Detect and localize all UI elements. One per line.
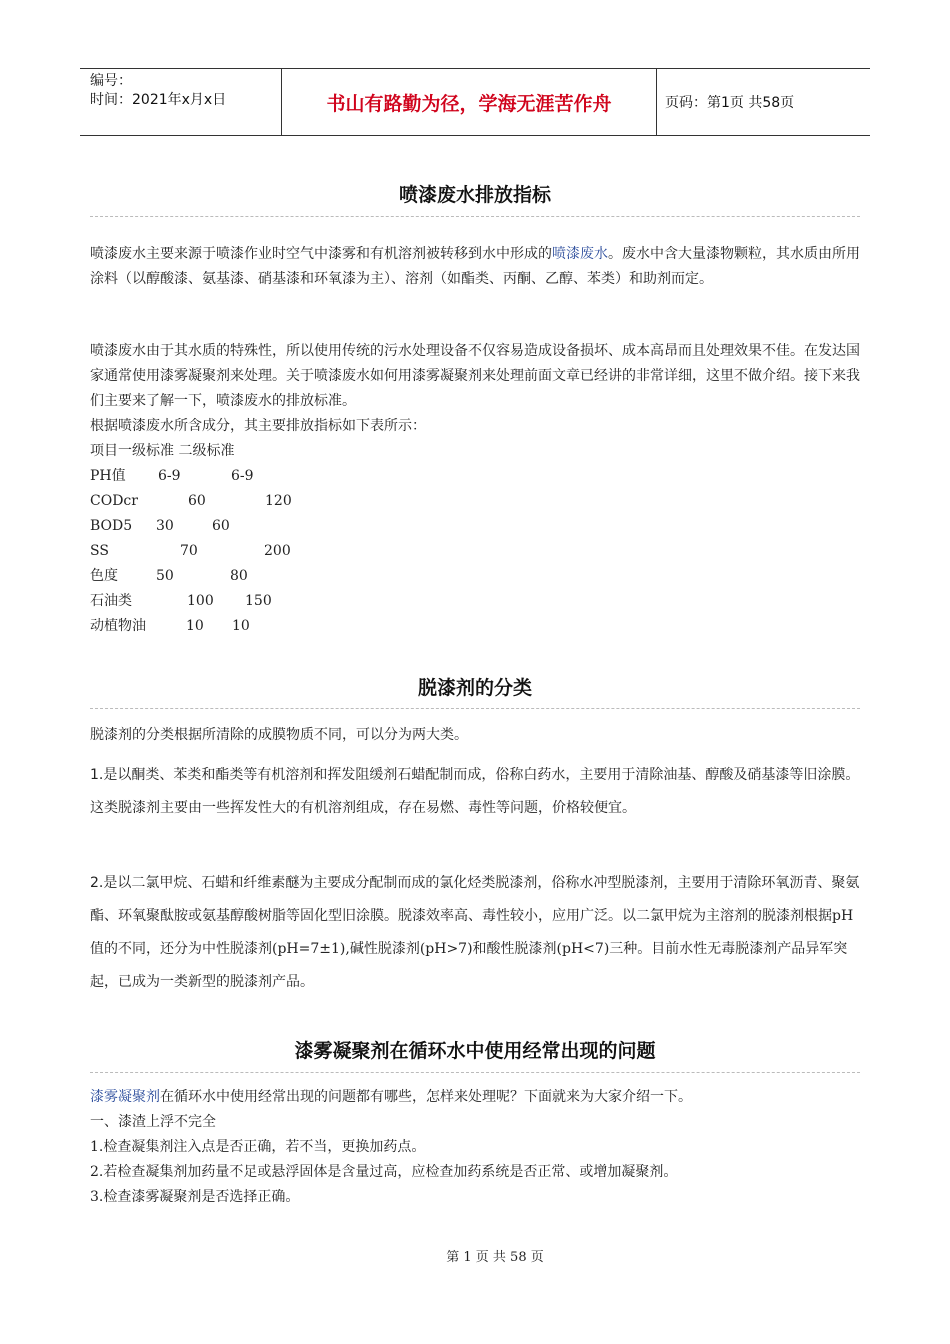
text-span: 是以酮类、苯类和酯类等有机溶剂和挥发阻缓剂石蜡配制而成，俗称白药水，主要用于清除油基、醇酸及硝基漆等旧涂膜。这类脱漆剂主要由一些挥发性大的有机溶剂组成，存在易燃、毒性等问题，价格较便宜。	[90, 767, 860, 816]
header-time: 时间：2021年x月x日	[90, 92, 227, 108]
paragraph-treatment: 喷漆废水由于其水质的特殊性，所以使用传统的污水处理设备不仅容易造成设备损坏、成本高昂而且处理效果不佳。在发达国家通常使用漆雾凝聚剂来处理。关于喷漆废水如何用漆雾凝聚剂来处理前面文章已经讲的非常详细，这里不做介绍。接下来我们主要来了解一下，喷漆废水的排放标准。	[90, 343, 860, 409]
table-cell-level1: 70	[180, 543, 198, 559]
list-number: 2.	[90, 875, 104, 891]
header-number: 编号：	[90, 73, 132, 89]
header-page-info: 页码：第1页 共58页	[665, 95, 795, 111]
section-title-paint-remover: 脱漆剂的分类	[417, 677, 532, 699]
list-item: 3.检查漆雾凝聚剂是否选择正确。	[90, 1189, 300, 1205]
table-cell-item: SS	[90, 543, 109, 559]
table-cell-level2: 150	[245, 593, 272, 609]
paragraph-wastewater-source	[90, 242, 862, 292]
table-cell-item: PH值	[90, 468, 126, 484]
table-cell-level2: 10	[232, 618, 250, 634]
table-cell-level2: 200	[264, 543, 291, 559]
table-header: 项目一级标准 二级标准	[90, 443, 235, 459]
dashed-divider	[90, 1072, 860, 1073]
paragraph-remover-type-2	[90, 867, 862, 999]
table-cell-level1: 6-9	[158, 468, 181, 484]
table-cell-level2: 80	[230, 568, 248, 584]
table-cell-level2: 120	[265, 493, 292, 509]
header-meta	[80, 69, 282, 135]
link-paint-coagulant[interactable]: 漆雾凝聚剂	[90, 1089, 160, 1105]
text-span: 。废水中含大量漆物颗粒，其水质由所用涂料（以醇酸漆、氨基漆、硝基漆和环氧漆为主）、溶剂（如酯类、丙酮、乙醇、苯类）和助剂而定。	[90, 246, 860, 287]
paragraph-remover-type-1	[90, 759, 862, 825]
table-cell-level1: 50	[156, 568, 174, 584]
paragraph-coagulant-intro	[90, 1085, 862, 1109]
subheading-floating-residue: 一、漆渣上浮不完全	[90, 1114, 216, 1130]
table-cell-level1: 60	[188, 493, 206, 509]
table-cell-level2: 60	[212, 518, 230, 534]
dashed-divider	[90, 216, 860, 217]
list-item: 2.若检查凝集剂加药量不足或悬浮固体是含量过高，应检查加药系统是否正常、或增加凝聚剂。	[90, 1164, 678, 1180]
page-header	[80, 68, 870, 136]
list-number: 1.	[90, 767, 104, 783]
text-span: 是以二氯甲烷、石蜡和纤维素醚为主要成分配制而成的氯化烃类脱漆剂，俗称水冲型脱漆剂，主要用于清除环氧沥青、聚氨酯、环氧聚酞胺或氨基醇酸树脂等固化型旧涂膜。脱漆效率高、毒性较小，应用广泛。以二氯甲烷为主溶剂的脱漆剂根据pH值的不同，还分为中性脱漆剂(pH=7±1),碱性脱漆剂(pH>7)和酸性脱漆剂(pH<7)三种。目前水性无毒脱漆剂产品异军突起，已成为一类新型的脱漆剂产品。	[90, 875, 860, 990]
table-cell-item: 色度	[90, 568, 118, 584]
paragraph-table-intro: 根据喷漆废水所含成分，其主要排放指标如下表所示：	[90, 418, 426, 434]
table-cell-level1: 10	[186, 618, 204, 634]
page-footer: 第 1 页 共 58 页	[446, 1250, 544, 1265]
table-cell-level1: 100	[187, 593, 214, 609]
text-span: 喷漆废水主要来源于喷漆作业时空气中漆雾和有机溶剂被转移到水中形成的	[90, 246, 552, 262]
text-span: 在循环水中使用经常出现的问题都有哪些，怎样来处理呢？下面就来为大家介绍一下。	[160, 1089, 692, 1105]
list-item: 1.检查凝集剂注入点是否正确，若不当，更换加药点。	[90, 1139, 426, 1155]
table-cell-item: 动植物油	[90, 618, 146, 634]
table-cell-item: CODcr	[90, 493, 138, 509]
header-motto: 书山有路勤为径，学海无涯苦作舟	[282, 69, 657, 135]
table-cell-level1: 30	[156, 518, 174, 534]
table-cell-item: BOD5	[90, 518, 133, 534]
section-title-wastewater: 喷漆废水排放指标	[398, 184, 551, 206]
table-cell-level2: 6-9	[231, 468, 254, 484]
paragraph-remover-intro: 脱漆剂的分类根据所清除的成膜物质不同，可以分为两大类。	[90, 727, 468, 743]
table-cell-item: 石油类	[90, 593, 132, 609]
dashed-divider	[90, 708, 860, 709]
section-title-coagulant-problems: 漆雾凝聚剂在循环水中使用经常出现的问题	[294, 1040, 656, 1062]
link-paint-wastewater[interactable]: 喷漆废水	[552, 246, 608, 262]
